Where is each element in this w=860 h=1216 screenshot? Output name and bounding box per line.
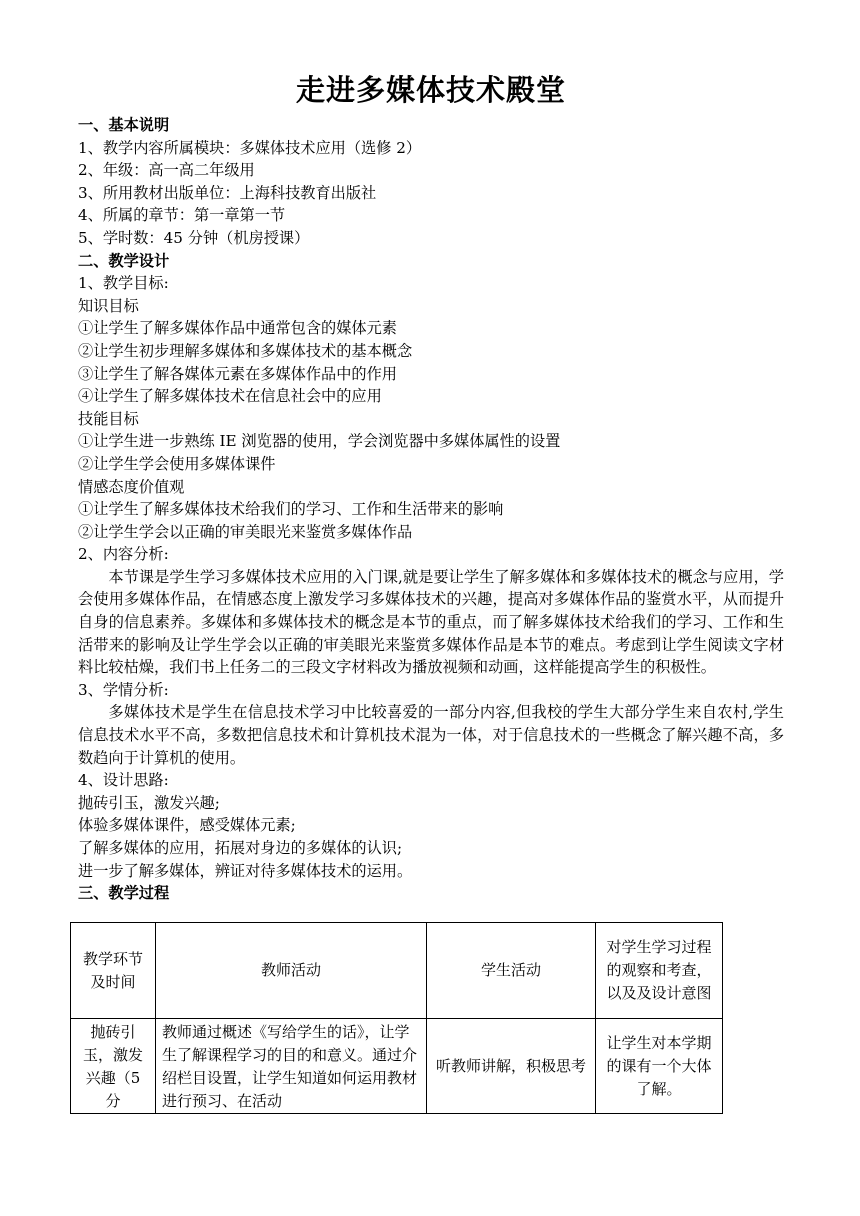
- goals-label: 1、教学目标:: [78, 274, 169, 293]
- content-paragraph: 本节课是学生学习多媒体技术应用的入门课,就是要让学生了解多媒体和多媒体技术的概念与应用，学会使用多媒体作品，在情感态度上激发学习多媒体技术的兴趣，提高对多媒体作品的鉴赏水平，从而提升自身的信息素养。多媒体和多媒体技术的概念是本节的重点，而了解多媒体技术给我们的学习、工作和生活带来的影响及让学生学会以正确的审美眼光来鉴赏多媒体作品是本节的难点。考虑到让学生阅读文字材料比较枯燥，我们书上任务二的三段文字材料改为播放视频和动画，这样能提高学生的积极性。: [78, 567, 784, 677]
- design-item: 进一步了解多媒体，辨证对待多媒体技术的运用。: [78, 861, 413, 880]
- section-heading-basic: 一、基本说明: [78, 116, 170, 134]
- skill-item: ②让学生学会使用多媒体课件: [78, 454, 276, 473]
- table-header-row: [71, 923, 723, 1019]
- header-cell-stage: 教学环节及时间: [71, 923, 156, 1019]
- cell-teacher: 教师通过概述《写给学生的话》，让学生了解课程学习的目的和意义。通过介绍栏目设置，让学生知道如何运用教材进行预习、在活动: [156, 1019, 427, 1114]
- header-cell-intent: 对学生学习过程的观察和考查，以及及设计意图: [596, 923, 723, 1019]
- learner-paragraph: 多媒体技术是学生在信息技术学习中比较喜爱的一部分内容,但我校的学生大部分学生来自农村,学生信息技术水平不高，多数把信息技术和计算机技术混为一体，对于信息技术的一些概念了解兴趣不高，多数趋向于计算机的使用。: [78, 703, 784, 767]
- knowledge-item: ④让学生了解多媒体技术在信息社会中的应用: [78, 387, 382, 406]
- table-row: [71, 1019, 723, 1114]
- content-label: 2、内容分析:: [78, 545, 169, 564]
- skill-label: 技能目标: [78, 409, 139, 428]
- knowledge-label: 知识目标: [78, 296, 139, 315]
- document-body: [78, 114, 784, 905]
- knowledge-item: ②让学生初步理解多媒体和多媒体技术的基本概念: [78, 341, 413, 360]
- section-heading-process: 三、教学过程: [78, 884, 170, 903]
- cell-stage: 抛砖引玉，激发兴趣（5 分: [71, 1019, 156, 1114]
- cell-student: 听教师讲解，积极思考: [427, 1019, 596, 1114]
- learner-label: 3、学情分析:: [78, 680, 169, 699]
- knowledge-item: ①让学生了解多媒体作品中通常包含的媒体元素: [78, 319, 397, 338]
- header-cell-teacher: 教师活动: [156, 923, 427, 1019]
- cell-intent: 让学生对本学期的课有一个大体了解。: [596, 1019, 723, 1114]
- basic-item: 1、教学内容所属模块：多媒体技术应用（选修 2）: [78, 138, 422, 157]
- design-item: 体验多媒体课件，感受媒体元素;: [78, 816, 296, 835]
- attitude-item: ①让学生了解多媒体技术给我们的学习、工作和生活带来的影响: [78, 500, 504, 519]
- design-item: 抛砖引玉，激发兴趣;: [78, 793, 220, 812]
- basic-item: 5、学时数：45 分钟（机房授课）: [78, 228, 310, 247]
- process-table: [70, 922, 723, 1114]
- page-title: 走进多媒体技术殿堂: [295, 73, 566, 107]
- knowledge-item: ③让学生了解各媒体元素在多媒体作品中的作用: [78, 364, 397, 383]
- header-cell-student: 学生活动: [427, 923, 596, 1019]
- attitude-label: 情感态度价值观: [78, 477, 185, 496]
- basic-item: 4、所属的章节：第一章第一节: [78, 206, 286, 225]
- section-heading-design: 二、教学设计: [78, 251, 170, 270]
- design-item: 了解多媒体的应用，拓展对身边的多媒体的认识;: [78, 839, 403, 857]
- skill-item: ①让学生进一步熟练 IE 浏览器的使用，学会浏览器中多媒体属性的设置: [78, 432, 561, 451]
- design-label: 4、设计思路:: [78, 771, 169, 790]
- attitude-item: ②让学生学会以正确的审美眼光来鉴赏多媒体作品: [78, 522, 413, 541]
- basic-item: 3、所用教材出版单位：上海科技教育出版社: [78, 183, 377, 202]
- basic-item: 2、年级：高一高二年级用: [78, 161, 255, 180]
